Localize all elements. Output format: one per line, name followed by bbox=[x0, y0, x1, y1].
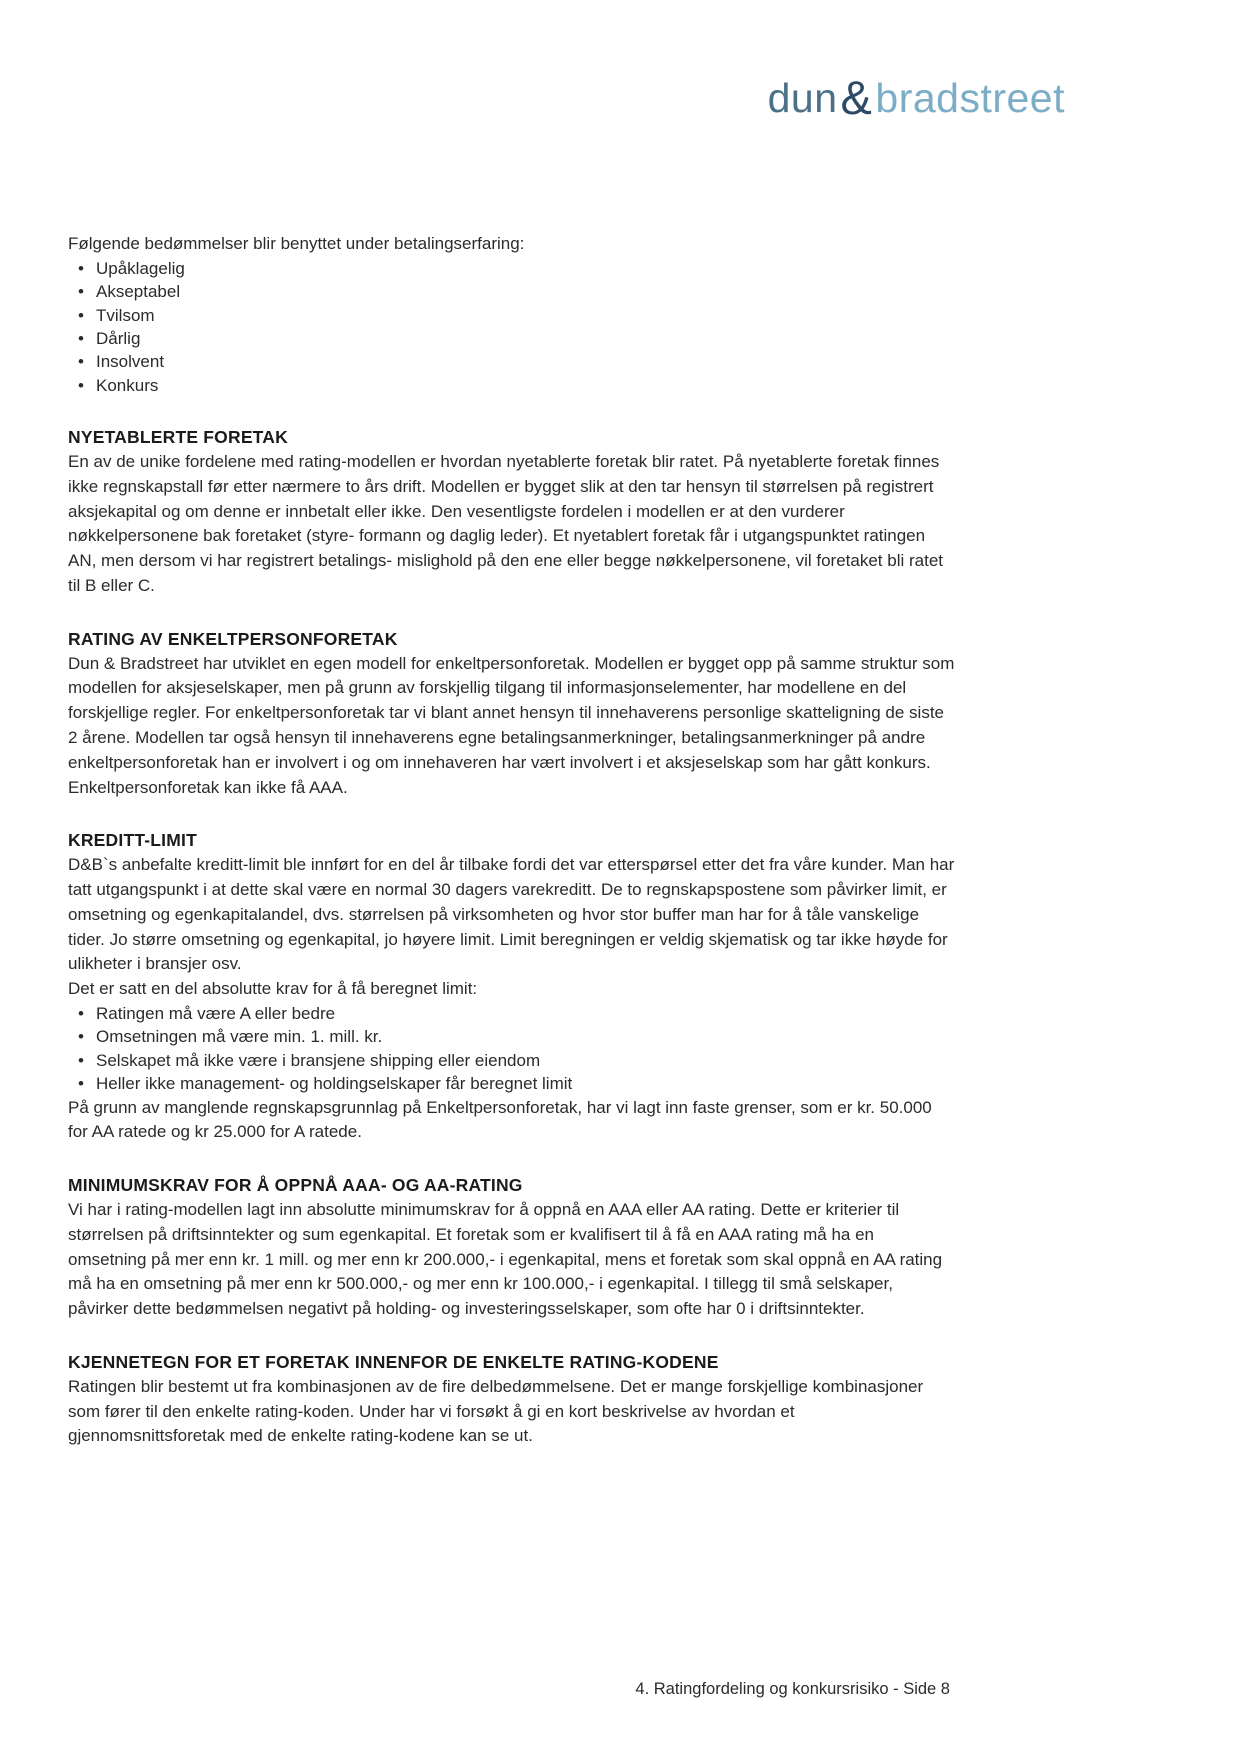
paragraph-kreditt-limit: D&B`s anbefalte kreditt-limit ble innført for en del år tilbake fordi det var etterspørsel etter det fra våre kunder. Man har tatt utgangspunkt i at dette skal være en normal 30 dagers varekreditt. De to regnskapspostene som påvirker limit, er omsetning og egenkapitalandel, dvs. størrelsen på virksomheten og hvor stor buffer man har for å tåle vanskelige tider. Jo større omsetning og egenkapital, jo høyere limit. Limit beregningen er veldig skjematisk og tar ikke høyde for ulikheter i bransjer osv. bbox=[68, 855, 955, 974]
paragraph-limit-krav-intro: Det er satt en del absolutte krav for å få beregnet limit: bbox=[68, 979, 478, 999]
intro-paragraph: Følgende bedømmelser blir benyttet under betalingserfaring: bbox=[68, 234, 525, 253]
page-footer: 4. Ratingfordeling og konkursrisiko - Side 8 bbox=[635, 1680, 950, 1698]
list-item: • Dårlig bbox=[96, 327, 956, 350]
section-heading-kreditt-limit: KREDITT-LIMIT bbox=[68, 830, 197, 851]
section-heading-minimumskrav: MINIMUMSKRAV FOR Å OPPNÅ AAA- OG AA-RATING bbox=[68, 1175, 523, 1196]
logo-ampersand-icon: & bbox=[840, 71, 873, 124]
list-item: • Selskapet må ikke være i bransjene shipping eller eiendom bbox=[96, 1049, 956, 1072]
list-item: • Konkurs bbox=[96, 374, 956, 397]
section-heading-kjennetegn: KJENNETEGN FOR ET FORETAK INNENFOR DE ENKELTE RATING-KODENE bbox=[68, 1351, 719, 1372]
paragraph-minimumskrav: Vi har i rating-modellen lagt inn absolutte minimumskrav for å oppnå en AAA eller AA rating. Dette er kriterier til størrelsen på driftsinntekter og sum egenkapital. Et foretak som er kvalifisert til å få en AAA rating må ha en omsetning på mer enn kr. 1 mill. og mer enn kr 200.000,- i egenkapital, mens et foretak som skal oppnå en AA rating må ha en omsetning på mer enn kr 500.000,- og mer enn kr 100.000,- i egenkapital. I tillegg til små selskaper, påvirker dette bedømmelsen negativt på holding- og investeringsselskaper, som ofte har 0 i driftsinntekter. bbox=[68, 1199, 943, 1319]
list-item: • Upåklagelig bbox=[96, 257, 956, 280]
list-item: • Tvilsom bbox=[96, 304, 956, 327]
payment-assessment-list bbox=[68, 257, 956, 397]
section-heading-nyetablerte-foretak: NYETABLERTE FORETAK bbox=[68, 427, 288, 448]
limit-requirements-list bbox=[68, 1002, 956, 1096]
list-item: • Akseptabel bbox=[96, 280, 956, 303]
paragraph-faste-grenser: På grunn av manglende regnskapsgrunnlag på Enkeltpersonforetak, har vi lagt inn faste grenser, som er kr. 50.000 for AA ratede og kr 25.000 for A ratede. bbox=[68, 1097, 932, 1142]
list-item: • Heller ikke management- og holdingselskaper får beregnet limit bbox=[96, 1072, 956, 1095]
paragraph-nyetablerte-foretak: En av de unike fordelene med rating-modellen er hvordan nyetablerte foretak blir ratet. På nyetablerte foretak finnes ikke regnskapstall før etter nærmere to års drift. Modellen er bygget slik at den tar hensyn til størrelsen på registrert aksjekapital og om denne er innbetalt eller ikke. Den vesentligste fordelen i modellen er at den vurderer nøkkelpersonene bak foretaket (styre- formann og daglig leder). Et nyetablert foretak får i utgangspunktet ratingen AN, men dersom vi har registrert betalings- mislighold på den ene eller begge nøkkelpersonene, vil foretaket bli ratet til B eller C. bbox=[68, 452, 944, 596]
paragraph-rating-enkeltpersonforetak: Dun & Bradstreet har utviklet en egen modell for enkeltpersonforetak. Modellen er bygget opp på samme struktur som modellen for aksjeselskaper, men på grunn av forskjellig tilgang til informasjonselementer, har modellene en del forskjellige regler. For enkeltpersonforetak tar vi blant annet hensyn til innehaverens personlige skatteligning de siste 2 årene. Modellen tar også hensyn til innehaverens egne betalingsanmerkninger, betalingsanmerkninger på andre enkeltpersonforetak han er involvert i og om innehaveren har vært involvert i et aksjeselskap som har gått konkurs. Enkeltpersonforetak kan ikke få AAA. bbox=[68, 653, 955, 797]
list-item: • Omsetningen må være min. 1. mill. kr. bbox=[96, 1025, 956, 1048]
logo-text-bradstreet: bradstreet bbox=[875, 75, 1065, 121]
list-item: • Ratingen må være A eller bedre bbox=[96, 1002, 956, 1025]
section-heading-rating-enkeltpersonforetak: RATING AV ENKELTPERSONFORETAK bbox=[68, 628, 398, 649]
document-body bbox=[68, 232, 956, 1449]
list-item: • Insolvent bbox=[96, 350, 956, 373]
logo-text-dun: dun bbox=[767, 75, 838, 121]
paragraph-kjennetegn: Ratingen blir bestemt ut fra kombinasjonen av de fire delbedømmelsene. Det er mange forskjellige kombinasjoner som fører til den enkelte rating-koden. Under har vi forsøkt å gi en kort beskrivelse av hvordan et gjennomsnittsforetak med de enkelte rating-kodene kan se ut. bbox=[68, 1376, 924, 1446]
dun-bradstreet-logo bbox=[768, 68, 1065, 123]
